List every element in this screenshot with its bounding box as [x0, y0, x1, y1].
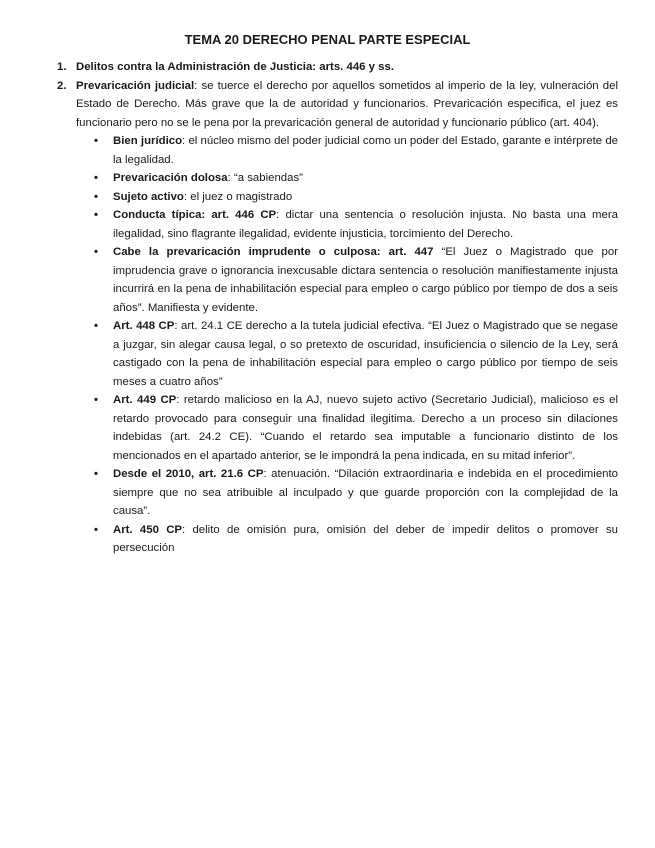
item-heading: Prevaricación judicial: [76, 79, 195, 92]
item-number: 1.: [57, 61, 67, 73]
bullet-icon: •: [94, 172, 98, 184]
bullet-item: [76, 188, 618, 207]
bullet-text: : el juez o magistrado: [183, 190, 293, 203]
bullet-list: [57, 132, 618, 558]
bullet-icon: •: [94, 523, 98, 536]
bullet-item: [76, 317, 618, 391]
bullet-item: [76, 132, 618, 169]
item-heading: Delitos contra la Administración de Justicia: arts. 446 y ss.: [76, 61, 394, 73]
bullet-heading: Cabe la prevaricación imprudente o culposa: art. 447: [113, 246, 434, 258]
bullet-item: [76, 169, 618, 188]
bullet-item: [76, 521, 618, 558]
bullet-item: [76, 243, 618, 317]
item-text: : se tuerce el derecho por aquellos sometidos al imperio de la ley, vulneración del Estado de Derecho. Más grave que la de autoridad y funcionarios. Prevaricación especifica, el juez es funcionario pero no se le pena por la prevaricación general de autoridad y funcionario público (art. 404).: [76, 79, 618, 129]
bullet-text: : el núcleo mismo del poder judicial como un poder del Estado, garante e intérprete de la legalidad.: [113, 135, 618, 166]
bullet-icon: •: [94, 320, 98, 332]
item-number: 2.: [57, 79, 67, 92]
bullet-heading: Art. 450 CP: [113, 523, 183, 536]
bullet-heading: Desde el 2010, art. 21.6 CP: [113, 468, 264, 480]
document-body: [57, 58, 618, 558]
bullet-heading: Art. 449 CP: [113, 394, 177, 406]
numbered-item: [57, 58, 618, 77]
bullet-text: : atenuación. “Dilación extraordinaria e indebida en el procedimiento siempre que no sea atribuible al inculpado y que guarde proporción con la complejidad de la causa”.: [113, 468, 618, 517]
bullet-heading: Conducta típica: art. 446 CP: [113, 209, 277, 221]
bullet-icon: •: [94, 135, 98, 147]
bullet-item: [76, 206, 618, 243]
bullet-heading: Art. 448 CP: [113, 320, 175, 332]
bullet-icon: •: [94, 468, 98, 480]
bullet-heading: Prevaricación dolosa: [113, 172, 228, 184]
bullet-text: : art. 24.1 CE derecho a la tutela judicial efectiva. “El Juez o Magistrado que se negase a juzgar, sin alegar causa legal, o so pretexto de oscuridad, insuficiencia o silencio de la Ley, será castigado con la pena de inhabilitación especial para empleo o cargo público por tiempo de seis meses a cuatro años”: [113, 320, 618, 388]
bullet-text: : retardo malicioso en la AJ, nuevo sujeto activo (Secretario Judicial), malicioso es el retardo provocado para conseguir una finalidad ilegitima. Derecho a un proceso sin dilaciones indebidas (art. 24.2 CE). “Cuando el retardo sea imputable a funcionario distinto de los mencionados en el apartado anterior, se le impondrá la pena indicada, en su mitad inferior”.: [113, 394, 618, 462]
bullet-text: : “a sabiendas”: [227, 172, 303, 184]
bullet-icon: •: [94, 209, 98, 221]
document-title: TEMA 20 DERECHO PENAL PARTE ESPECIAL: [184, 32, 471, 47]
bullet-icon: •: [94, 394, 98, 406]
bullet-item: [76, 391, 618, 465]
bullet-text: : dictar una sentencia o resolución injusta. No basta una mera ilegalidad, sino flagrante ilegalidad, evidente injusticia, torcimiento del Derecho.: [113, 209, 618, 240]
bullet-text: : delito de omisión pura, omisión del deber de impedir delitos o promover su persecución: [113, 523, 618, 554]
bullet-icon: •: [94, 190, 98, 203]
bullet-heading: Sujeto activo: [113, 190, 184, 203]
bullet-text: “El Juez o Magistrado que por imprudencia grave o ignorancia inexcusable dictara sentencia o resolución manifiestamente injusta incurrirá en la pena de inhabilitación especial para empleo o cargo público por tiempo de dos a seis años”. Manifiesta y evidente.: [113, 246, 618, 314]
bullet-icon: •: [94, 246, 98, 258]
bullet-heading: Bien jurídico: [113, 135, 183, 147]
numbered-item: [57, 77, 618, 133]
bullet-item: [76, 465, 618, 521]
